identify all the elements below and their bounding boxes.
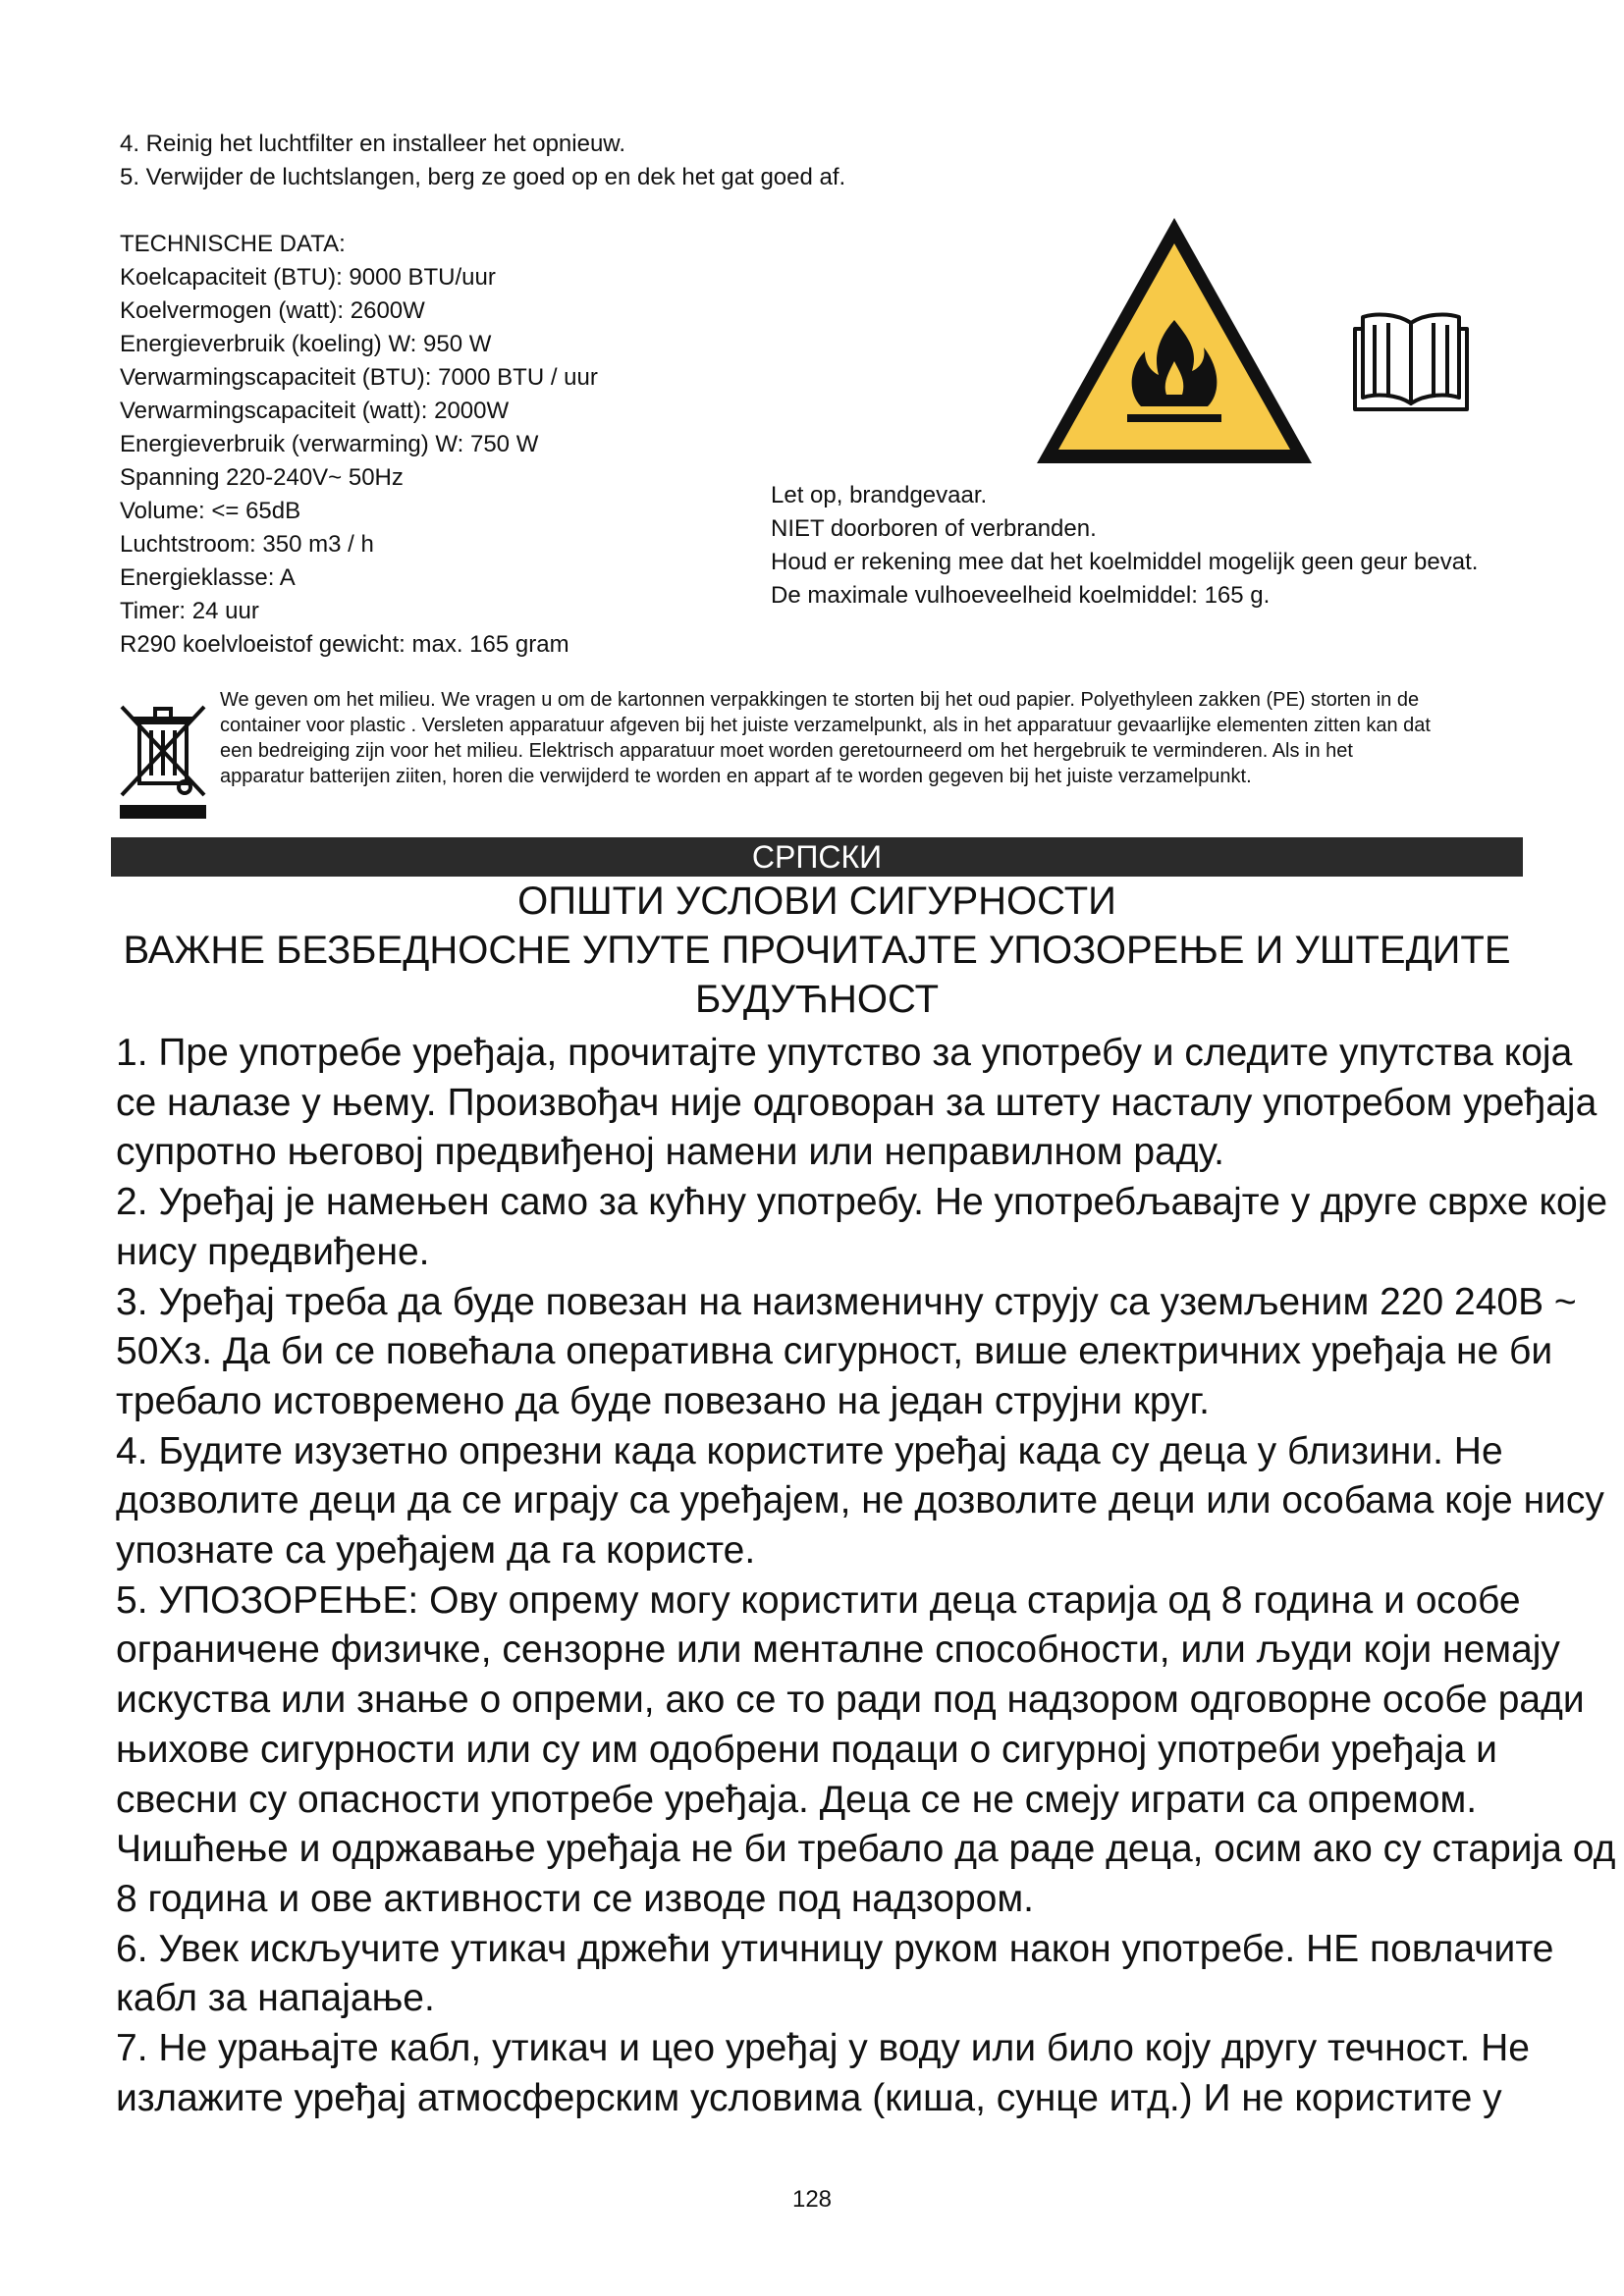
body-line: искуства или знање о опреми, ако се то ради под надзором одговорне особе ради — [116, 1679, 1585, 1722]
environment-line: een bedreiging zijn voor het milieu. Elektrisch apparatuur moet worden geretourneerd om het hergebruik te verminderen. Als in het — [220, 740, 1353, 762]
body-line: 7. Не урањајте кабл, утикач и цео уређај у воду или било коју другу течност. Не — [116, 2027, 1530, 2070]
warning-line: Let op, brandgevaar. — [771, 482, 988, 508]
body-line: ограничене физичке, сензорне или менталне способности, или људи који немају — [116, 1629, 1560, 1672]
section-headings — [111, 877, 1523, 1024]
technical-data — [120, 228, 598, 662]
techdata-row: Verwarmingscapaciteit (BTU): 7000 BTU / uur — [120, 364, 598, 391]
step-line: 5. Verwijder de luchtslangen, berg ze goed op en dek het gat goed af. — [120, 164, 846, 190]
maintenance-steps — [120, 128, 845, 194]
techdata-row: Energieklasse: A — [120, 564, 296, 591]
body-line: нису предвиђене. — [116, 1230, 430, 1273]
body-line: требало истовремено да буде повезано на један струјни круг. — [116, 1379, 1210, 1422]
warning-text — [771, 479, 1478, 613]
body-line: њихове сигурности или су им одобрени подаци о сигурној употреби уређаја и — [116, 1728, 1497, 1771]
body-line: 3. Уређај треба да буде повезан на наизменичну струју са уземљеним 220 240В ~ — [116, 1280, 1577, 1323]
body-line: се налазе у њему. Произвођач није одговоран за штету насталу употребом уређаја — [116, 1081, 1597, 1124]
crossed-out-bin-icon — [116, 701, 210, 823]
body-line: супротно његовој предвиђеној намени или неправилном раду. — [116, 1131, 1224, 1174]
body-line: упознате са уређајем да га користе. — [116, 1529, 756, 1573]
techdata-row: Energieverbruik (verwarming) W: 750 W — [120, 431, 539, 457]
techdata-row: Koelvermogen (watt): 2600W — [120, 297, 425, 324]
body-line: 4. Будите изузетно опрезни када користите уређај када су деца у близини. Не — [116, 1429, 1503, 1472]
step-line: 4. Reinig het luchtfilter en installeer het opnieuw. — [120, 131, 625, 157]
body-line: 6. Увек искључите утикач држећи утичницу руком након употребе. НЕ повлачите — [116, 1927, 1554, 1970]
language-section-bar: СРПСКИ — [111, 837, 1523, 877]
body-line: кабл за напајање. — [116, 1977, 435, 2020]
section-subtitle: ВАЖНЕ БЕЗБЕДНОСНЕ УПУТЕ ПРОЧИТАЈТЕ УПОЗОРЕЊЕ И УШТЕДИТЕ — [123, 929, 1511, 972]
warning-line: De maximale vulhoeveelheid koelmiddel: 165 g. — [771, 582, 1271, 609]
environment-line: apparatur batterijen ziiten, horen die verwijderd te worden en appart af te worden gegeven bij het juiste verzamelpunkt. — [220, 766, 1252, 787]
body-line: свесни су опасности употребе уређаја. Деца се не смеју играти са опремом. — [116, 1778, 1478, 1821]
page-number: 128 — [791, 2186, 833, 2213]
warning-line: NIET doorboren of verbranden. — [771, 515, 1097, 542]
section-subtitle: БУДУЋНОСТ — [694, 978, 940, 1021]
techdata-row: Verwarmingscapaciteit (watt): 2000W — [120, 398, 510, 424]
flammable-warning-icon — [1033, 214, 1316, 467]
techdata-row: Luchtstroom: 350 m3 / h — [120, 531, 374, 558]
environment-line: container voor plastic . Versleten apparatuur afgeven bij het juiste verzamelpunkt, als in het apparatuur gevaarlijke elementen zitten kan dat — [220, 715, 1431, 736]
body-line: излажите уређај атмосферским условима (киша, сунце итд.) И не користите у — [116, 2076, 1502, 2119]
safety-instructions — [116, 1029, 1616, 2123]
techdata-row: Timer: 24 uur — [120, 598, 259, 624]
body-line: 2. Уређај је намењен само за кућну употребу. Не употребљавајте у друге сврхе које — [116, 1181, 1608, 1224]
body-line: Чишћење и одржавање уређаја не би требало да раде деца, осим ако су старија од — [116, 1828, 1616, 1871]
techdata-row: Koelcapaciteit (BTU): 9000 BTU/uur — [120, 264, 496, 291]
body-line: 50Хз. Да би се повећала оперативна сигурност, више електричних уређаја не би — [116, 1330, 1553, 1373]
body-line: 8 година и ове активности се изводе под надзором. — [116, 1877, 1034, 1920]
read-manual-icon — [1353, 309, 1469, 413]
techdata-row: R290 koelvloeistof gewicht: max. 165 gram — [120, 631, 569, 658]
warning-line: Houd er rekening mee dat het koelmiddel mogelijk geen geur bevat. — [771, 549, 1479, 575]
techdata-row: Spanning 220-240V~ 50Hz — [120, 464, 404, 491]
techdata-title: TECHNISCHE DATA: — [120, 231, 346, 257]
body-line: дозволите деци да се играју са уређајем, не дозволите деци или особама које нису — [116, 1479, 1604, 1522]
environment-notice — [116, 687, 1530, 828]
environment-line: We geven om het milieu. We vragen u om de kartonnen verpakkingen te storten bij het oud papier. Polyethyleen zakken (PE) storten in de — [220, 689, 1420, 711]
techdata-row: Energieverbruik (koeling) W: 950 W — [120, 331, 492, 357]
body-line: 1. Пре употребе уређаја, прочитајте упутство за употребу и следите упутства која — [116, 1032, 1573, 1074]
environment-text — [220, 687, 1530, 789]
techdata-row: Volume: <= 65dB — [120, 498, 301, 524]
section-title: ОПШТИ УСЛОВИ СИГУРНОСТИ — [517, 880, 1116, 923]
body-line: 5. УПОЗОРЕЊЕ: Ову опрему могу користити деца старија од 8 година и особе — [116, 1578, 1521, 1622]
